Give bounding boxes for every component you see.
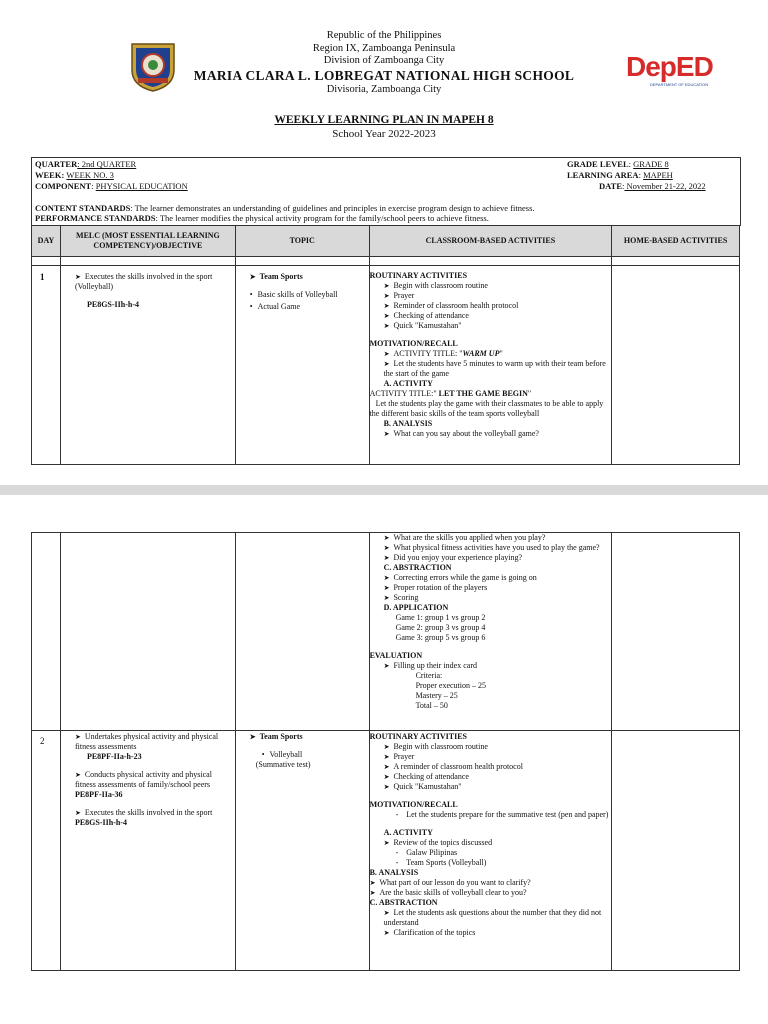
quarter-value: : 2nd QUARTER [77,159,137,169]
list-item: Proper execution – 25 [415,681,486,690]
area-value: MAPEH [643,170,673,180]
topic-note: (Summative test) [255,760,311,769]
plan-table-page1 [31,225,740,465]
melc-item: ➤ Executes the skills involved in the sport PE8GS-IIh-h-4 [61,808,235,828]
component-label: COMPONENT [35,181,92,191]
list-item: ➤ Clarification of the topics [370,928,612,938]
list-item: - Let the students prepare for the summative test (pen and paper) [370,810,612,820]
section-heading: A. ACTIVITY [383,379,433,388]
week-row: WEEK: WEEK NO. 3 [35,170,114,180]
grade-label: GRADE LEVEL [567,159,629,169]
list-item: ➤ Checking of attendance [370,311,612,321]
content-standards-value: : The learner demonstrates an understanding of guidelines and principles in exercise program design to achieve fitness. [130,203,535,213]
deped-logo-subtext: DEPARTMENT OF EDUCATION [650,82,709,87]
performance-standards [35,213,489,224]
list-item: ➤ Let the students have 5 minutes to warm up with their team before the start of the game [370,359,612,379]
list-item: ➤ Prayer [370,291,612,301]
section-heading: MOTIVATION/RECALL [369,800,458,809]
list-item: Game 1: group 1 vs group 2 [395,613,486,622]
date-row: DATE: November 21-22, 2022 [599,181,706,191]
list-item: - Team Sports (Volleyball) [370,858,612,868]
col-classroom: CLASSROOM-BASED ACTIVITIES [369,226,612,257]
list-item: ➤ What can you say about the volleyball game? [370,429,612,439]
page-2 [0,495,768,1024]
list-item: ➤ What part of our lesson do you want to clarify? [370,878,612,888]
page-1 [0,0,768,485]
list-item: ➤ Begin with classroom routine [370,281,612,291]
header-division: Division of Zamboanga City [323,55,445,66]
section-heading: MOTIVATION/RECALL [369,339,458,348]
deped-logo [624,52,714,92]
section-heading: ROUTINARY ACTIVITIES [369,271,468,280]
melc-cell [60,533,235,731]
content-standards-label: CONTENT STANDARDS [35,203,131,213]
home-cell [612,533,740,731]
activity-text: Let the students play the game with their classmates to be able to apply the different basic skills of the team sports volleyball [369,399,604,418]
header-region: Region IX, Zamboanga Peninsula [312,42,456,54]
list-item: ➤ A reminder of classroom health protocol [370,762,612,772]
list-item: ➤ Prayer [370,752,612,762]
topic-cell [235,731,369,971]
topic-title: ➤ Team Sports [236,732,369,742]
topic-item: • Actual Game [236,302,369,312]
topic-cell [235,266,369,465]
plan-title: WEEKLY LEARNING PLAN IN MAPEH 8 [274,114,494,126]
melc-cell [60,266,235,465]
plan-info-box [31,157,741,226]
day-cell [32,533,61,731]
school-name: MARIA CLARA L. LOBREGAT NATIONAL HIGH SCHOOL [193,67,575,83]
week-label: WEEK [35,170,62,180]
list-item: ➤ Quick "Kamustahan" [370,782,612,792]
melc-code: PE8PF-IIa-36 [74,790,123,799]
grade-value: GRADE 8 [633,159,669,169]
col-home: HOME-BASED ACTIVITIES [612,226,740,257]
activity-title: ACTIVITY TITLE:" LET THE GAME BEGIN" [369,389,532,398]
list-item: ➤ Proper rotation of the players [370,583,612,593]
list-item: ➤ Scoring [370,593,612,603]
classroom-cell [369,731,612,971]
list-item: ➤ Are the basic skills of volleyball clear to you? [370,888,612,898]
header-republic: Republic of the Philippines [326,30,442,41]
list-item: ➤ Did you enjoy your experience playing? [370,553,612,563]
list-item: Mastery – 25 [415,691,458,700]
plan-table-page2 [31,532,740,971]
topic-item: • Basic skills of Volleyball [236,290,369,300]
melc-cell [60,731,235,971]
table-header-row [32,226,740,257]
section-heading: EVALUATION [369,651,423,660]
area-row: LEARNING AREA: MAPEH [567,170,673,180]
melc-item: ➤ Conducts physical activity and physical fitness assessments of family/school peers [61,770,235,790]
home-cell [612,266,740,465]
list-item: ➤ Checking of attendance [370,772,612,782]
melc-code: PE8PF-IIa-h-23 [86,752,142,761]
list-item: ➤ Review of the topics discussed [370,838,612,848]
quarter-row [35,159,136,170]
section-heading: C. ABSTRACTION [383,563,452,572]
area-label: LEARNING AREA [567,170,639,180]
topic-cell [235,533,369,731]
table-row [32,731,740,971]
list-item: ➤ Let the students ask questions about the number that they did not understand [370,908,612,928]
list-item: ➤ What are the skills you applied when you play? [370,533,612,543]
list-item: ➤ Begin with classroom routine [370,742,612,752]
col-melc: MELC (MOST ESSENTIAL LEARNING COMPETENCY)/OBJECTIVE [60,226,235,257]
home-cell [612,731,740,971]
week-value: WEEK NO. 3 [66,170,114,180]
section-heading: B. ANALYSIS [383,419,433,428]
performance-standards-value: : The learner modifies the physical activity program for the family/school peers to achieve fitness. [155,213,489,223]
classroom-cell [369,266,612,465]
section-heading: B. ANALYSIS [369,868,419,877]
school-year: School Year 2022-2023 [332,128,436,140]
list-item: ➤ Correcting errors while the game is going on [370,573,612,583]
date-label: DATE [599,181,622,191]
topic-item: • Volleyball [236,750,369,760]
topic-title: ➤ Team Sports [236,272,369,282]
melc-item: ➤ Executes the skills involved in the sport (Volleyball) [61,272,235,292]
col-day: DAY [32,226,61,257]
deped-logo-text: DepED [626,51,713,82]
melc-code: PE8GS-IIh-h-4 [86,300,139,309]
list-item: - Galaw Pilipinas [370,848,612,858]
section-heading: D. APPLICATION [383,603,449,612]
grade-row: GRADE LEVEL: GRADE 8 [567,159,669,169]
col-topic: TOPIC [235,226,369,257]
performance-standards-label: PERFORMANCE STANDARDS [35,213,156,223]
section-heading: ROUTINARY ACTIVITIES [369,732,468,741]
spacer-row [32,257,740,266]
list-item: Game 2: group 3 vs group 4 [395,623,486,632]
section-heading: C. ABSTRACTION [369,898,438,907]
day-cell: 1 [32,266,61,465]
list-item: ➤ What physical fitness activities have you used to play the game? [370,543,612,553]
day-cell: 2 [32,731,61,971]
date-value: November 21-22, 2022 [624,181,706,191]
classroom-cell [369,533,612,731]
melc-item: ➤ Undertakes physical activity and physical fitness assessments [61,732,235,752]
list-item: ➤ Filling up their index card [370,661,612,671]
list-item: ➤ Reminder of classroom health protocol [370,301,612,311]
quarter-label: QUARTER [35,159,78,169]
section-heading: A. ACTIVITY [383,828,433,837]
list-item: Criteria: [415,671,443,680]
school-address: Divisoria, Zamboanga City [326,83,442,95]
list-item: Total – 50 [415,701,448,710]
table-row [32,533,740,731]
list-item: ➤ ACTIVITY TITLE: "WARM UP" [370,349,612,359]
component-row: COMPONENT: PHYSICAL EDUCATION [35,181,188,191]
component-value: PHYSICAL EDUCATION [95,181,188,191]
list-item: Game 3: group 5 vs group 6 [395,633,486,642]
list-item: ➤ Quick "Kamustahan" [370,321,612,331]
table-row [32,266,740,465]
